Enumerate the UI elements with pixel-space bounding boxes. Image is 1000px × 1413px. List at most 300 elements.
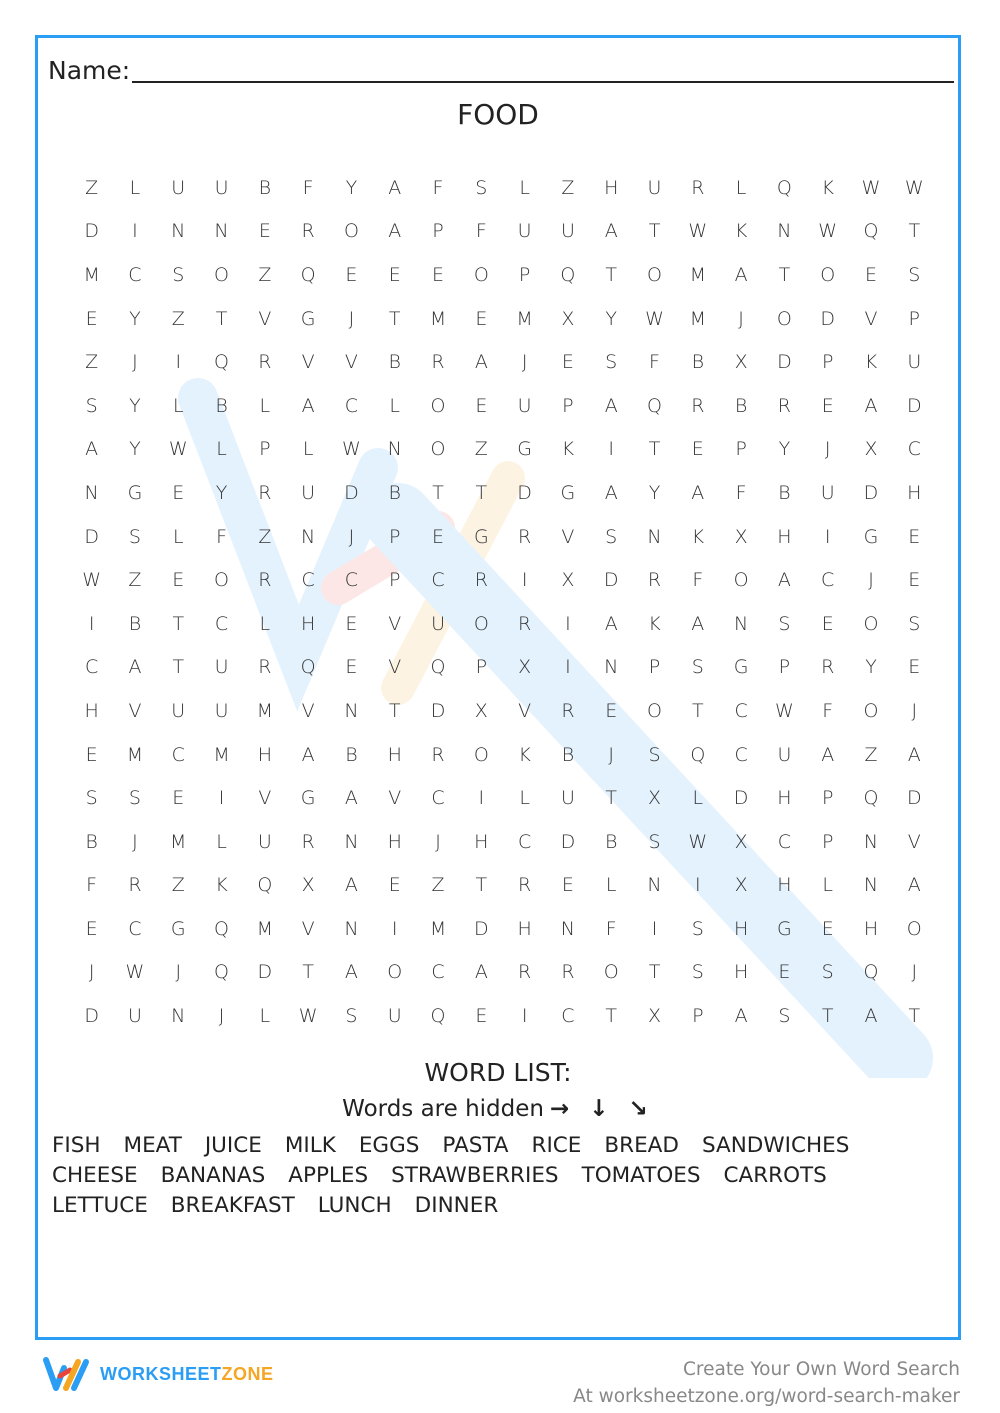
grid-cell: C [561, 1005, 575, 1028]
grid-cell: F [475, 220, 487, 243]
grid-cell: B [691, 351, 705, 374]
grid-cell: E [388, 874, 401, 897]
grid-cell: A [344, 787, 358, 810]
grid-cell: R [301, 220, 315, 243]
grid-cell: R [561, 699, 575, 722]
grid-cell: J [132, 830, 138, 853]
grid-cell: T [172, 612, 185, 635]
grid-cell: I [132, 220, 138, 243]
grid-cell: Y [648, 481, 661, 504]
brand-name-main: WORKSHEET [100, 1363, 222, 1384]
grid-row [70, 907, 936, 951]
grid-cell: U [127, 1005, 142, 1028]
grid-cell: X [647, 787, 662, 810]
grid-cell: E [388, 263, 401, 286]
grid-cell: I [521, 569, 528, 592]
grid-cell: S [908, 612, 921, 635]
grid-cell: S [691, 656, 704, 679]
grid-cell: P [821, 830, 834, 853]
grid-cell: L [692, 787, 704, 810]
grid-cell: Y [605, 307, 618, 330]
grid-cell: Y [345, 176, 358, 199]
grid-cell: O [343, 220, 359, 243]
grid-cell: R [518, 525, 532, 548]
grid-cell: E [908, 656, 921, 679]
grid-cell: I [218, 787, 225, 810]
grid-row [70, 253, 936, 297]
grid-cell: Q [257, 874, 273, 897]
grid-cell: R [258, 351, 272, 374]
grid-cell: G [517, 438, 532, 461]
grid-cell: T [692, 699, 704, 722]
grid-cell: N [604, 656, 619, 679]
grid-cell: T [821, 1005, 834, 1028]
grid-cell: L [216, 830, 227, 853]
grid-cell: A [864, 394, 878, 417]
grid-cell: O [603, 961, 619, 984]
grid-cell: P [735, 438, 747, 461]
grid-cell: A [301, 743, 315, 766]
grid-cell: D [560, 830, 576, 853]
grid-cell: S [908, 263, 921, 286]
grid-cell: P [562, 394, 574, 417]
grid-cell: O [647, 263, 662, 286]
grid-cell: N [647, 525, 662, 548]
grid-cell: A [344, 961, 358, 984]
grid-cell: C [777, 830, 792, 853]
grid-cell: A [301, 394, 315, 417]
grid-cell: U [907, 351, 922, 374]
grid-cell: Q [863, 961, 879, 984]
grid-cell: J [132, 351, 138, 374]
direction-hint-text: Words are hidden [342, 1096, 544, 1122]
grid-row [70, 864, 936, 908]
grid-cell: I [88, 612, 95, 635]
grid-cell: L [605, 874, 617, 897]
grid-cell: V [344, 351, 358, 374]
grid-cell: I [608, 438, 615, 461]
name-row [48, 52, 954, 86]
grid-cell: F [302, 176, 314, 199]
word-list-item: APPLES [288, 1162, 369, 1188]
grid-cell: S [345, 1005, 358, 1028]
grid-cell: Z [431, 874, 445, 897]
grid-cell: R [561, 961, 575, 984]
grid-cell: Q [214, 917, 230, 940]
grid-cell: E [821, 394, 834, 417]
grid-cell: G [127, 481, 143, 504]
grid-cell: U [777, 743, 792, 766]
grid-cell: C [431, 787, 445, 810]
grid-cell: Z [128, 569, 142, 592]
grid-cell: D [257, 961, 273, 984]
grid-cell: K [691, 525, 705, 548]
grid-cell: B [128, 612, 142, 635]
grid-cell: L [216, 438, 227, 461]
word-list-item: MILK [284, 1132, 336, 1158]
grid-cell: R [647, 569, 662, 592]
grid-cell: I [565, 656, 571, 679]
grid-cell: I [391, 917, 398, 940]
grid-cell: B [215, 394, 228, 417]
grid-cell: S [85, 394, 98, 417]
grid-cell: E [85, 307, 98, 330]
grid-cell: E [85, 743, 98, 766]
grid-cell: H [387, 743, 402, 766]
grid-cell: T [475, 874, 488, 897]
grid-cell: D [906, 787, 922, 810]
grid-cell: X [561, 307, 575, 330]
grid-cell: C [128, 917, 142, 940]
grid-cell: G [777, 917, 792, 940]
grid-cell: G [733, 656, 749, 679]
grid-cell: H [733, 917, 749, 940]
grid-cell: O [430, 438, 446, 461]
grid-cell: S [648, 830, 661, 853]
grid-cell: A [777, 569, 791, 592]
grid-cell: K [821, 176, 834, 199]
grid-cell: U [214, 656, 229, 679]
grid-cell: R [431, 743, 445, 766]
grid-cell: C [128, 263, 142, 286]
grid-row [70, 515, 936, 559]
grid-cell: D [603, 569, 619, 592]
grid-cell: L [822, 874, 833, 897]
name-label: Name: [48, 56, 131, 85]
grid-cell: E [908, 569, 921, 592]
grid-cell: B [85, 830, 98, 853]
grid-cell: G [300, 787, 316, 810]
grid-cell: Z [561, 176, 575, 199]
grid-cell: B [388, 351, 401, 374]
grid-cell: H [907, 481, 922, 504]
grid-cell: I [175, 351, 182, 374]
grid-cell: C [821, 569, 835, 592]
grid-cell: T [648, 220, 661, 243]
grid-cell: N [863, 874, 879, 897]
grid-cell: A [128, 656, 142, 679]
grid-cell: R [821, 656, 835, 679]
grid-cell: R [258, 481, 272, 504]
grid-cell: L [172, 525, 184, 548]
grid-cell: E [821, 612, 834, 635]
grid-row [70, 994, 936, 1038]
worksheet-frame [35, 35, 961, 1340]
grid-cell: W [775, 699, 794, 722]
grid-cell: B [778, 481, 791, 504]
grid-cell: V [301, 699, 315, 722]
grid-cell: P [388, 525, 401, 548]
grid-cell: O [387, 961, 403, 984]
grid-cell: L [259, 1005, 271, 1028]
grid-cell: I [651, 917, 658, 940]
word-list-item: BANANAS [160, 1162, 266, 1188]
grid-cell: F [605, 917, 617, 940]
grid-cell: H [257, 743, 272, 766]
grid-cell: Q [430, 1005, 446, 1028]
grid-cell: N [560, 917, 576, 940]
grid-cell: J [348, 525, 355, 548]
grid-cell: N [344, 917, 359, 940]
grid-cell: H [517, 917, 532, 940]
grid-row [70, 776, 936, 820]
grid-cell: M [429, 307, 447, 330]
word-list-item: SANDWICHES [701, 1132, 850, 1158]
grid-cell: P [821, 787, 834, 810]
grid-row [70, 951, 936, 995]
worksheetzone-logo-icon [42, 1356, 90, 1392]
grid-cell: W [904, 176, 924, 199]
grid-cell: R [691, 394, 705, 417]
grid-cell: W [168, 438, 188, 461]
grid-cell: V [561, 525, 575, 548]
grid-cell: S [691, 961, 704, 984]
grid-cell: R [474, 569, 488, 592]
grid-cell: G [300, 307, 316, 330]
grid-cell: D [344, 481, 359, 504]
grid-cell: R [258, 656, 272, 679]
grid-cell: Z [474, 438, 488, 461]
grid-row [70, 471, 936, 515]
grid-cell: A [388, 220, 402, 243]
grid-cell: W [645, 307, 664, 330]
grid-cell: I [478, 787, 485, 810]
grid-cell: E [172, 787, 185, 810]
word-list-item: FISH [52, 1132, 101, 1158]
brand-logo [42, 1354, 274, 1394]
grid-cell: H [300, 612, 316, 635]
grid-cell: D [84, 1005, 99, 1028]
grid-cell: A [604, 220, 618, 243]
grid-cell: U [560, 787, 575, 810]
grid-cell: Y [865, 656, 877, 679]
grid-cell: O [863, 699, 879, 722]
grid-cell: E [475, 394, 488, 417]
grid-cell: Z [864, 743, 878, 766]
grid-cell: W [125, 961, 145, 984]
grid-cell: C [734, 699, 748, 722]
grid-cell: S [648, 743, 661, 766]
grid-cell: M [170, 830, 187, 853]
grid-cell: E [345, 656, 358, 679]
grid-cell: M [256, 917, 274, 940]
grid-row [70, 820, 936, 864]
grid-cell: P [821, 351, 834, 374]
grid-cell: T [215, 307, 228, 330]
grid-cell: R [258, 569, 272, 592]
word-list-item: DINNER [414, 1192, 499, 1218]
word-list [52, 1130, 932, 1220]
grid-cell: E [432, 525, 445, 548]
grid-row [70, 210, 936, 254]
grid-cell: H [863, 917, 879, 940]
grid-cell: X [864, 438, 878, 461]
grid-cell: E [258, 220, 271, 243]
grid-cell: T [302, 961, 314, 984]
grid-cell: A [344, 874, 358, 897]
grid-cell: R [691, 176, 705, 199]
grid-cell: O [473, 263, 489, 286]
grid-cell: E [432, 263, 445, 286]
grid-cell: Z [258, 263, 272, 286]
grid-cell: B [388, 481, 401, 504]
grid-cell: T [605, 1005, 618, 1028]
grid-cell: S [85, 787, 98, 810]
grid-cell: Q [430, 656, 446, 679]
grid-cell: I [824, 525, 831, 548]
grid-cell: A [907, 874, 921, 897]
grid-cell: C [431, 569, 445, 592]
grid-cell: L [259, 612, 271, 635]
grid-cell: R [301, 830, 315, 853]
grid-cell: V [128, 699, 142, 722]
grid-cell: O [214, 569, 230, 592]
grid-cell: H [604, 176, 619, 199]
grid-cell: F [432, 176, 444, 199]
grid-cell: E [778, 961, 791, 984]
grid-cell: M [429, 917, 447, 940]
grid-cell: K [864, 351, 878, 374]
grid-cell: J [868, 569, 874, 592]
grid-cell: E [561, 351, 574, 374]
direction-arrows-icon: → ↓ ↘ [549, 1096, 654, 1122]
grid-cell: A [734, 263, 748, 286]
grid-cell: P [648, 656, 661, 679]
grid-row [70, 689, 936, 733]
grid-cell: V [388, 787, 402, 810]
grid-cell: Y [778, 438, 791, 461]
grid-cell: A [474, 961, 488, 984]
grid-cell: L [519, 787, 530, 810]
grid-cell: E [605, 699, 618, 722]
grid-cell: K [518, 743, 531, 766]
grid-cell: C [344, 394, 359, 417]
grid-cell: Y [129, 394, 141, 417]
grid-cell: C [907, 438, 921, 461]
grid-cell: S [128, 525, 141, 548]
grid-cell: X [561, 569, 575, 592]
grid-cell: H [84, 699, 99, 722]
grid-cell: O [820, 263, 836, 286]
word-list-item: CHEESE [52, 1162, 138, 1188]
grid-cell: L [389, 394, 401, 417]
grid-cell: V [518, 699, 532, 722]
grid-cell: O [214, 263, 230, 286]
grid-cell: J [911, 961, 918, 984]
letter-grid [70, 166, 936, 1038]
grid-row [70, 297, 936, 341]
grid-cell: O [473, 743, 489, 766]
grid-cell: E [864, 263, 877, 286]
grid-cell: U [257, 830, 272, 853]
grid-cell: R [518, 612, 532, 635]
grid-cell: U [214, 699, 229, 722]
grid-cell: U [431, 612, 445, 635]
grid-cell: X [474, 699, 488, 722]
grid-cell: I [695, 874, 701, 897]
grid-cell: T [605, 263, 618, 286]
grid-cell: L [519, 176, 530, 199]
grid-cell: T [475, 481, 488, 504]
grid-cell: P [388, 569, 401, 592]
grid-cell: C [301, 569, 315, 592]
grid-cell: S [128, 787, 141, 810]
grid-cell: N [387, 438, 402, 461]
grid-cell: W [298, 1005, 318, 1028]
grid-cell: J [911, 699, 918, 722]
grid-cell: B [258, 176, 272, 199]
grid-cell: D [517, 481, 532, 504]
grid-cell: D [474, 917, 489, 940]
grid-cell: R [518, 874, 532, 897]
grid-cell: P [259, 438, 271, 461]
grid-cell: V [301, 917, 315, 940]
word-list-title: WORD LIST: [424, 1058, 572, 1087]
grid-cell: T [648, 438, 661, 461]
grid-cell: C [517, 830, 532, 853]
grid-cell: U [171, 176, 186, 199]
grid-cell: A [474, 351, 488, 374]
grid-cell: U [171, 699, 186, 722]
grid-cell: F [822, 699, 834, 722]
grid-cell: Q [776, 176, 792, 199]
grid-cell: F [735, 481, 747, 504]
grid-cell: D [84, 220, 99, 243]
grid-cell: Q [300, 656, 316, 679]
grid-cell: S [605, 525, 618, 548]
grid-cell: D [906, 394, 922, 417]
grid-cell: P [475, 656, 488, 679]
grid-cell: P [518, 263, 531, 286]
grid-cell: N [344, 830, 359, 853]
grid-cell: A [691, 612, 705, 635]
grid-row [70, 340, 936, 384]
grid-cell: X [301, 874, 315, 897]
grid-cell: Y [129, 438, 141, 461]
grid-cell: L [302, 438, 314, 461]
grid-cell: S [821, 961, 834, 984]
grid-cell: U [560, 220, 575, 243]
grid-cell: M [689, 307, 706, 330]
word-list-item: MEAT [123, 1132, 182, 1158]
grid-cell: Q [690, 743, 706, 766]
grid-cell: G [473, 525, 489, 548]
grid-cell: L [129, 176, 141, 199]
footer-promo [573, 1356, 960, 1410]
grid-cell: Y [215, 481, 228, 504]
grid-cell: C [171, 743, 185, 766]
grid-cell: Q [214, 351, 230, 374]
grid-cell: E [475, 307, 488, 330]
grid-cell: D [733, 787, 749, 810]
word-list-line [52, 1190, 932, 1220]
grid-cell: B [561, 743, 575, 766]
grid-cell: O [430, 394, 446, 417]
grid-cell: X [734, 874, 748, 897]
grid-cell: X [518, 656, 532, 679]
grid-cell: D [84, 525, 99, 548]
grid-cell: Q [300, 263, 316, 286]
grid-cell: N [777, 220, 792, 243]
grid-cell: E [561, 874, 574, 897]
grid-cell: Q [863, 220, 879, 243]
grid-cell: J [435, 830, 441, 853]
grid-cell: X [734, 830, 748, 853]
grid-cell: T [388, 307, 401, 330]
grid-cell: P [778, 656, 791, 679]
grid-cell: A [907, 743, 921, 766]
grid-cell: A [864, 1005, 878, 1028]
